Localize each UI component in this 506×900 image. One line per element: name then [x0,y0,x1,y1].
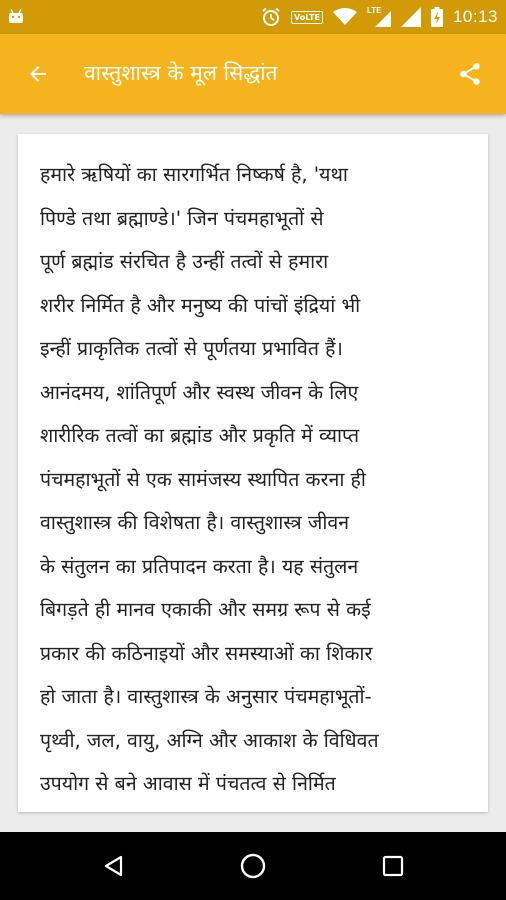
article-line: शारीरिक तत्वों का ब्रह्मांड और प्रकृति में व्याप्त [40,424,360,447]
article-line: पंचमहाभूतों से एक सामंजस्य स्थापित करना ही [40,467,366,491]
home-circle-icon [239,852,267,880]
share-icon [457,61,483,87]
article-line: पृथ्वी, जल, वायु, अग्नि और आकाश के विधिवत [40,728,379,752]
article-line: हो जाता है। वास्तुशास्त्र के अनुसार पंचमहाभूतों- [40,685,372,708]
arrow-back-icon [26,62,50,86]
article-card [18,134,488,812]
app-bar [0,34,506,114]
article-line: बिगड़ते ही मानव एकाकी और समग्र रूप से कई [40,598,371,621]
article-line: पूर्ण ब्रह्मांड संरचित है उन्हीं तत्वों से हमारा [40,250,329,273]
page-title: वास्तुशास्त्र के मूल सिद्धांत [84,61,278,85]
wifi-icon [333,8,357,26]
lte-label: LTE [366,6,382,15]
android-notification-icon [8,9,24,23]
article-line: इन्हीं प्राकृतिक तत्वों से पूर्णतया प्रभावित हैं। [40,337,343,360]
back-triangle-icon [102,854,126,878]
article-line: शरीर निर्मित है और मनुष्य की पांचों इंद्रियां भी [40,293,361,317]
signal-icon [401,7,421,27]
article-line: के संतुलन का प्रतिपादन करता है। यह संतुलन [40,554,359,578]
navigation-bar [0,832,506,900]
nav-recents-button[interactable] [373,846,413,886]
alarm-icon [261,7,281,27]
article-line: प्रकार की कठिनाइयों और समस्याओं का शिकार [40,641,373,665]
article-line: पिण्डे तथा ब्रह्माण्डे।' जिन पंचमहाभूतों से [40,206,324,230]
recents-square-icon [381,854,405,878]
status-icons [261,0,498,34]
article-line: आनंदमय, शांतिपूर्ण और स्वस्थ जीवन के लिए [40,380,359,404]
back-button[interactable] [20,56,56,92]
article-line: वास्तुशास्त्र की विशेषता है। वास्तुशास्त्र जीवन [40,511,350,534]
article-line: हमारे ऋषियों का सारगर्भित निष्कर्ष है, 'यथा [40,163,348,186]
battery-charging-icon [431,7,443,27]
share-button[interactable] [452,56,488,92]
status-bar [0,0,506,34]
article-text[interactable] [40,153,476,806]
lte-signal-icon [367,7,391,27]
clock-time: 10:13 [452,7,498,26]
volte-icon: VoLTE [291,11,323,24]
article-line: उपयोग से बने आवास में पंचतत्व से निर्मित [40,772,336,795]
nav-back-button[interactable] [94,846,134,886]
nav-home-button[interactable] [233,846,273,886]
